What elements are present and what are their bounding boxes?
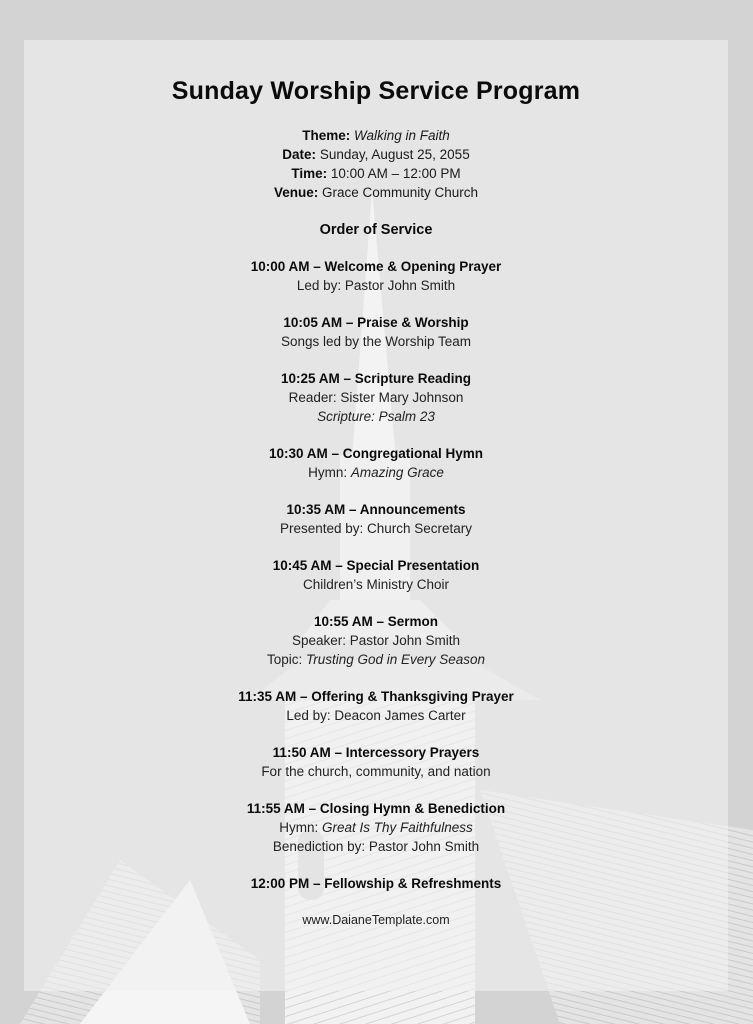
line-italic-text: Great Is Thy Faithfulness — [321, 820, 473, 835]
line-text: Hymn: — [308, 465, 351, 480]
service-item — [24, 369, 728, 426]
detail-theme — [24, 126, 728, 145]
service-item-line — [24, 837, 728, 856]
service-item — [24, 799, 728, 856]
line-text: Presented by: Church Secretary — [279, 521, 473, 536]
service-item-heading: 10:55 AM – Sermon — [313, 614, 439, 629]
line-text: For the church, community, and nation — [261, 764, 491, 779]
line-italic-text: Trusting God in Every Season — [305, 652, 486, 667]
service-item-line — [24, 818, 728, 837]
service-item-line — [24, 407, 728, 426]
detail-value: Sunday, August 25, 2055 — [319, 147, 470, 162]
detail-label: Time: — [291, 166, 328, 181]
service-item-line — [24, 388, 728, 407]
detail-value: 10:00 AM – 12:00 PM — [330, 166, 461, 181]
line-italic-text: Amazing Grace — [350, 465, 444, 480]
line-text: Hymn: — [279, 820, 322, 835]
line-italic-text: Scripture: Psalm 23 — [317, 409, 435, 424]
service-item-heading: 10:05 AM – Praise & Worship — [283, 315, 469, 330]
service-item-line — [24, 631, 728, 650]
line-text: Benediction by: Pastor John Smith — [272, 839, 480, 854]
service-item-line — [24, 519, 728, 538]
detail-value: Walking in Faith — [353, 128, 450, 143]
service-item-line — [24, 332, 728, 351]
footer-website-link[interactable]: www.DaianeTemplate.com — [302, 913, 450, 927]
service-item-heading: 10:35 AM – Announcements — [286, 502, 466, 517]
program-content — [24, 40, 728, 929]
service-item-heading: 12:00 PM – Fellowship & Refreshments — [250, 876, 502, 891]
service-item — [24, 743, 728, 781]
service-item — [24, 500, 728, 538]
service-item-line — [24, 706, 728, 725]
service-item-heading: 10:30 AM – Congregational Hymn — [268, 446, 484, 461]
service-item — [24, 313, 728, 351]
service-item-line — [24, 276, 728, 295]
service-item — [24, 687, 728, 725]
service-item — [24, 556, 728, 594]
line-text: Led by: Deacon James Carter — [286, 708, 466, 723]
detail-venue — [24, 183, 728, 202]
service-item-heading: 10:00 AM – Welcome & Opening Prayer — [250, 259, 502, 274]
service-item-line — [24, 762, 728, 781]
service-item — [24, 874, 728, 893]
line-text: Songs led by the Worship Team — [280, 334, 472, 349]
service-item-line — [24, 650, 728, 669]
service-details — [24, 126, 728, 202]
detail-label: Theme: — [302, 128, 351, 143]
detail-label: Date: — [282, 147, 317, 162]
detail-value: Grace Community Church — [321, 185, 479, 200]
detail-date — [24, 145, 728, 164]
line-text: Reader: Sister Mary Johnson — [288, 390, 464, 405]
detail-label: Venue: — [273, 185, 319, 200]
service-item — [24, 612, 728, 669]
service-item-line — [24, 575, 728, 594]
detail-time — [24, 164, 728, 183]
line-text: Speaker: Pastor John Smith — [291, 633, 461, 648]
service-item — [24, 444, 728, 482]
page-title: Sunday Worship Service Program — [171, 77, 581, 105]
service-item-heading: 10:25 AM – Scripture Reading — [280, 371, 472, 386]
service-item-heading: 10:45 AM – Special Presentation — [272, 558, 480, 573]
service-item-heading: 11:35 AM – Offering & Thanksgiving Prayer — [238, 689, 514, 704]
order-of-service-list — [24, 257, 728, 893]
service-item-line — [24, 463, 728, 482]
line-text: Topic: — [266, 652, 306, 667]
order-of-service-heading: Order of Service — [319, 222, 433, 238]
service-item-heading: 11:55 AM – Closing Hymn & Benediction — [246, 801, 506, 816]
service-item — [24, 257, 728, 295]
line-text: Children’s Ministry Choir — [302, 577, 450, 592]
service-item-heading: 11:50 AM – Intercessory Prayers — [272, 745, 480, 760]
line-text: Led by: Pastor John Smith — [296, 278, 456, 293]
